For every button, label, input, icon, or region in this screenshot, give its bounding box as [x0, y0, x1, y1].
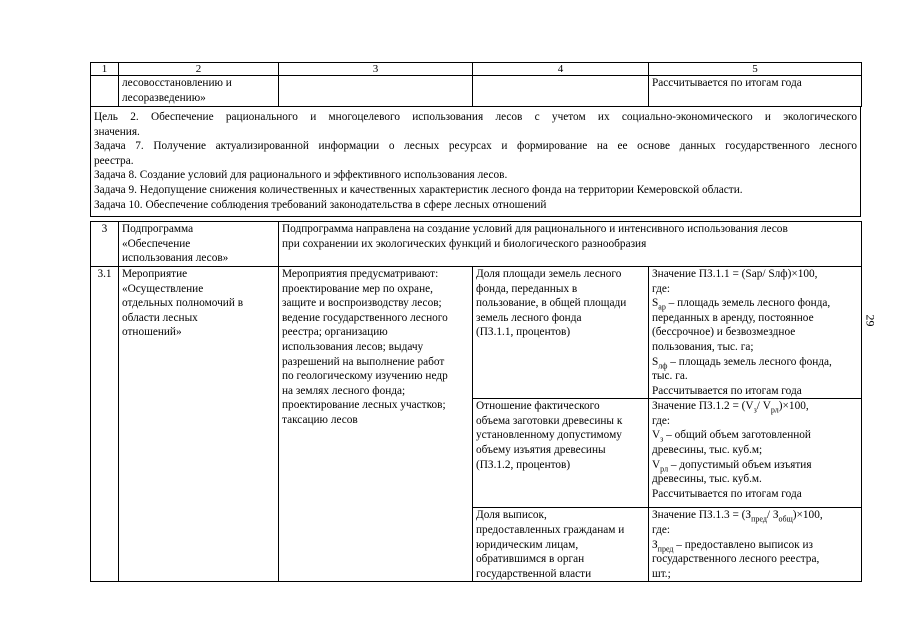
indicator-cell: Доля площади земель лесного фонда, переданных в пользование, в общей площади земель лесного фонда (ПЗ.1.1, процентов): [473, 266, 649, 398]
table-row: [91, 222, 862, 267]
row-name-cell: лесовосстановлению и лесоразведению»: [119, 76, 279, 107]
table-row: [91, 266, 862, 398]
formula-cell: Значение $ПЗ.1.3 = (З_{пред}/$ $З_{общ})\times 100$, где: $З_{пред}$ – предоставлено выписок из государственного лесного реестра, шт.;: [649, 508, 862, 582]
goal-title-cont: значения.: [94, 125, 140, 138]
page-number: 29: [863, 314, 878, 327]
indicator-cell: Отношение фактического объема заготовки древесины к установленному допустимому объему изъятия древесины (ПЗ.1.2, процентов): [473, 399, 649, 508]
measures-description: Мероприятия предусматривают: проектирование мер по охране, защите и воспроизводству лесов; ведение государственного лесного реестра; организацию использования лесов; выдачу разрешений на выполнение работ по геологическому изучению недр на землях лесного фонда; проектирование лесных участков; таксацию лесов: [279, 266, 473, 581]
formula-cell: Значение ПЗ.1.1 = (Sар/ Sлф)×100, где: $S_{ар}$ – площадь земель лесного фонда, переданных в аренду, постоянное (бессрочное) и безвозмездное пользования, тыс. га; $S_{лф}$ – площадь земель лесного фонда, тыс. га. Рассчитывается по итогам года: [649, 266, 862, 398]
col-number-5: 5: [649, 63, 862, 76]
table-main: [90, 221, 862, 582]
formula-cell: Рассчитывается по итогам года: [649, 76, 862, 107]
col-number-2: 2: [119, 63, 279, 76]
col-number-4: 4: [473, 63, 649, 76]
table-continuation: [90, 62, 862, 107]
row-number: 3: [91, 222, 119, 267]
task-10: Задача 10. Обеспечение соблюдения требований законодательства в сфере лесных отношений: [94, 198, 547, 211]
col-number-3: 3: [279, 63, 473, 76]
col-number-1: 1: [91, 63, 119, 76]
document-page: [90, 62, 861, 582]
row-number: 3.1: [91, 266, 119, 581]
row-name-cell: Мероприятие «Осуществление отдельных полномочий в области лесных отношений»: [119, 266, 279, 581]
task-8: Задача 8. Создание условий для рационального и эффективного использования лесов.: [94, 169, 508, 182]
indicator-cell: Доля выписок, предоставленных гражданам и юридическим лицам, обратившимся в орган государственной власти: [473, 508, 649, 582]
subprogram-description: Подпрограмма направлена на создание условий для рационального и интенсивного использования лесов при сохранении их экологических функций и биологического разнообразия: [279, 222, 862, 267]
formula-cell: Значение $ПЗ.1.2 = (V_з/$ $V_{рл})\times 100$, где: $V_з$ – общий объем заготовленной древесины, тыс. куб.м; $V_{рл}$ – допустимый объем изъятия древесины, тыс. куб.м. Рассчитывается по итогам года: [649, 399, 862, 508]
goal-block: [90, 107, 861, 217]
row-name-cell: Подпрограмма «Обеспечение использования лесов»: [119, 222, 279, 267]
task-7: Задача 7. Получение актуализированной информации о лесных ресурсах и формирование на ее основе данных государственного лесного: [94, 140, 857, 153]
table-row: [91, 76, 862, 107]
goal-title: Цель 2. Обеспечение рационального и многоцелевого использования лесов с учетом их социально-экономического и экологического: [94, 111, 857, 123]
task-9: Задача 9. Недопущение снижения количественных и качественных характеристик лесного фонда на территории Кемеровской области.: [94, 183, 743, 196]
column-number-row: [91, 63, 862, 76]
task-7-cont: реестра.: [94, 154, 134, 167]
